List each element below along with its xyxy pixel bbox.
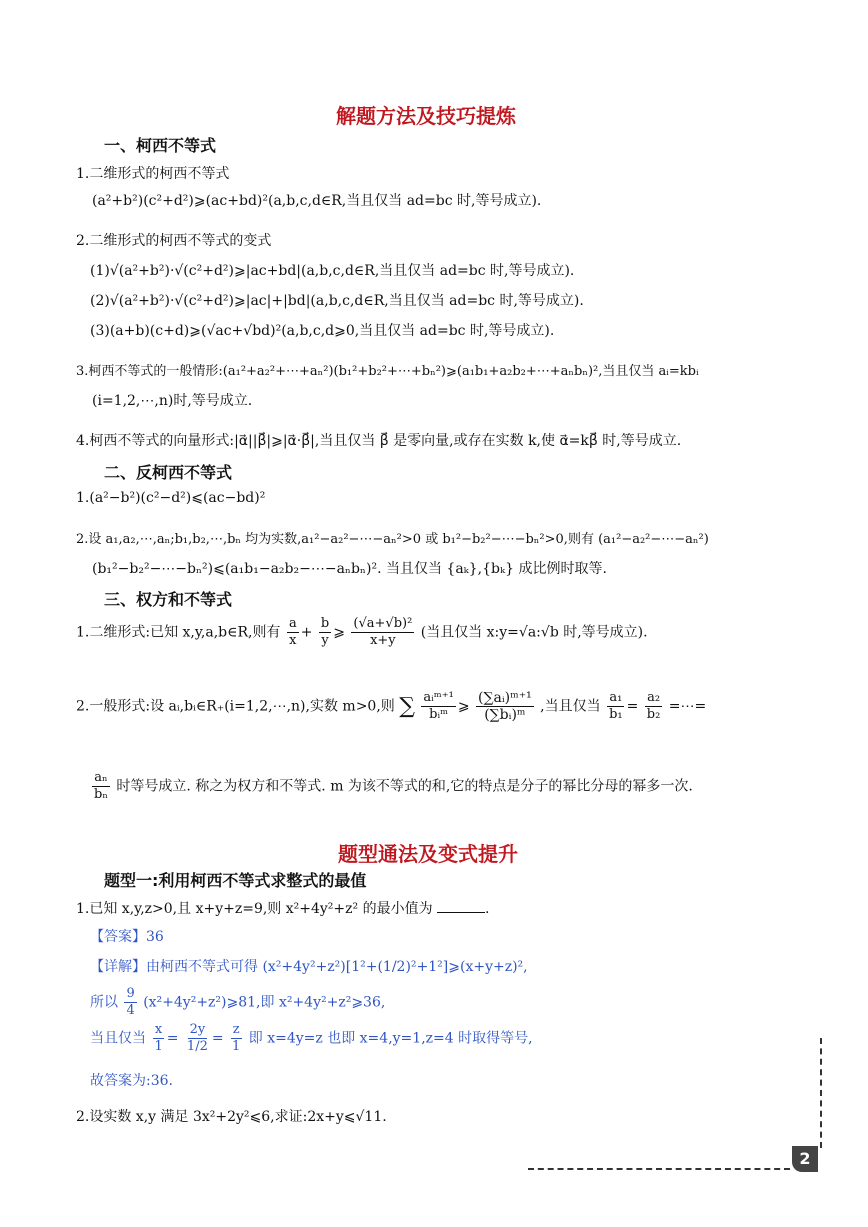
problem-type-1-heading: 题型一:利用柯西不等式求整式的最值 (104, 871, 367, 890)
detail-line-2-text: (x²+4y²+z²)⩾81,即 x²+4y²+z²⩾36, (143, 994, 386, 1011)
heading-cauchy: 一、柯西不等式 (104, 136, 217, 155)
detail-line-3-text: 即 x=4y=z 也即 x=4,y=1,z=4 时取得等号, (248, 1030, 533, 1047)
answer-line: 【答案】36 (90, 929, 164, 945)
item-1-formula: (a²+b²)(c²+d²)⩾(ac+bd)²(a,b,c,d∈R,当且仅当 ad=bc 时,等号成立). (92, 193, 542, 209)
fraction-2y-over-half: $\frac{2y}{1/2}$ (186, 1022, 208, 1054)
power-item-2-condition: ,当且仅当 (540, 698, 601, 715)
detail-line-1: 【详解】由柯西不等式可得 (x²+4y²+z²)[1²+(1/2)²+1²]⩾(x+y+z)², (90, 959, 528, 975)
power-item-2-cont (90, 770, 693, 803)
fraction-a1-b1: $\frac{\text{a₁}}{\text{b₁}}$ (609, 690, 623, 722)
item-2-variant-3: (3)(a+b)(c+d)⩾(√ac+√bd)²(a,b,c,d⩾0,当且仅当 ad=bc 时,等号成立). (90, 323, 555, 339)
power-item-2: 2.一般形式:设 aᵢ,bᵢ∈R₊(i=1,2,⋯,n),实数 m>0,则 ∑ $\frac{\text{aᵢᵐ⁺¹}}{\text{bᵢᵐ}}$ ⩾ $\frac{\text{(∑aᵢ)ᵐ⁺¹}}{\text{(∑bᵢ)ᵐ}}$ ,当且仅当 $\frac{\text{a₁}}{\text{b₁}}$ = $\frac{\text{a₂}}{\text{b₂}}$ =⋯= (76, 690, 707, 723)
fraction-b-over-y: $\frac{b}{y}$ (320, 616, 330, 648)
detail-line-2-prefix: 所以 (90, 994, 118, 1011)
fraction-a2-b2: $\frac{\text{a₂}}{\text{b₂}}$ (646, 690, 661, 722)
section-title-problems: 题型通法及变式提升 (338, 842, 518, 866)
summation-symbol: ∑ (399, 694, 415, 719)
decorative-dashed-horizontal (528, 1168, 790, 1170)
reverse-item-1: 1.(a²−b²)(c²−d²)⩽(ac−bd)² (76, 490, 266, 506)
reverse-item-2: 2.设 a₁,a₂,⋯,aₙ;b₁,b₂,⋯,bₙ 均为实数,a₁²−a₂²−⋯−aₙ²>0 或 b₁²−b₂²−⋯−bₙ²>0,则有 (a₁²−a₂²−⋯−aₙ²) (76, 532, 709, 547)
example-1: 1.已知 x,y,z>0,且 x+y+z=9,则 x²+4y²+z² 的最小值为 . (76, 898, 490, 918)
item-3-general-cont: (i=1,2,⋯,n)时,等号成立. (92, 393, 253, 409)
answer-blank (437, 898, 485, 913)
detail-line-3: 当且仅当 $\frac{x}{1}$ = $\frac{2y}{1/2}$ = $\frac{z}{1}$ 即 x=4y=z 也即 x=4,y=1,z=4 时取得等号, (90, 1022, 533, 1054)
page-number-badge: 2 (792, 1146, 818, 1172)
power-item-2-text: 2.一般形式:设 aᵢ,bᵢ∈R₊(i=1,2,⋯,n),实数 m>0,则 (76, 698, 395, 715)
detail-line-2 (90, 986, 385, 1019)
item-3-general: 3.柯西不等式的一般情形:(a₁²+a₂²+⋯+aₙ²)(b₁²+b₂²+⋯+bₙ²)⩾(a₁b₁+a₂b₂+⋯+aₙbₙ)²,当且仅当 aᵢ=kbᵢ (76, 364, 699, 379)
fraction-general-term: $\frac{\text{aᵢᵐ⁺¹}}{\text{bᵢᵐ}}$ (423, 690, 454, 722)
fraction-general-bound: $\frac{\text{(∑aᵢ)ᵐ⁺¹}}{\text{(∑bᵢ)ᵐ}}$ (478, 690, 532, 723)
heading-reverse-cauchy: 二、反柯西不等式 (104, 463, 233, 482)
detail-line-4: 故答案为:36. (90, 1073, 173, 1089)
example-1-text: 1.已知 x,y,z>0,且 x+y+z=9,则 x²+4y²+z² 的最小值为 (76, 901, 433, 917)
item-4-vector: 4.柯西不等式的向量形式:|α⃗||β⃗|⩾|α⃗·β⃗|,当且仅当 β⃗ 是零向量,或存在实数 k,使 α⃗=kβ⃗ 时,等号成立. (76, 433, 682, 449)
fraction-z-over-1: $\frac{z}{1}$ (232, 1022, 241, 1054)
power-item-2-note: 时等号成立. 称之为权方和不等式. m 为该不等式的和,它的特点是分子的幂比分母的幂多一次. (116, 778, 693, 795)
reverse-item-2-cont: (b₁²−b₂²−⋯−bₙ²)⩽(a₁b₁−a₂b₂−⋯−aₙbₙ)². 当且仅当 {aₖ},{bₖ} 成比例时取等. (92, 561, 607, 577)
item-2-label: 2.二维形式的柯西不等式的变式 (76, 233, 272, 249)
fraction-root-sum: $\frac{\text{(√a+√b)²}}{x+y}$ (353, 616, 413, 648)
fraction-a-over-x: $\frac{a}{x}$ (288, 616, 297, 648)
item-1-label: 1.二维形式的柯西不等式 (76, 166, 230, 182)
detail-line-3-prefix: 当且仅当 (90, 1030, 146, 1047)
equal-chain: =⋯= (668, 698, 707, 715)
fraction-an-bn: $\frac{\text{aₙ}}{\text{bₙ}}$ (94, 770, 108, 802)
decorative-dashed-vertical (820, 1038, 822, 1148)
power-item-1: 1.二维形式:已知 x,y,a,b∈R,则有 $\frac{a}{x}$ + $\frac{b}{y}$ ⩾ $\frac{\text{(√a+√b)²}}{x+y}$ (当且仅当 x:y=√a:√b 时,等号成立). (76, 616, 648, 648)
heading-weighted-power: 三、权方和不等式 (104, 590, 233, 609)
power-item-1-text: 1.二维形式:已知 x,y,a,b∈R,则有 (76, 624, 281, 641)
item-2-variant-2: (2)√(a²+b²)·√(c²+d²)⩾|ac|+|bd|(a,b,c,d∈R,当且仅当 ad=bc 时,等号成立). (90, 293, 584, 309)
fraction-nine-quarters: $\frac{9}{4}$ (126, 986, 135, 1018)
power-item-1-condition: (当且仅当 x:y=√a:√b 时,等号成立). (420, 624, 648, 641)
example-2: 2.设实数 x,y 满足 3x²+2y²⩽6,求证:2x+y⩽√11. (76, 1109, 387, 1125)
section-title-methods: 解题方法及技巧提炼 (336, 104, 516, 128)
item-2-variant-1: (1)√(a²+b²)·√(c²+d²)⩾|ac+bd|(a,b,c,d∈R,当且仅当 ad=bc 时,等号成立). (90, 263, 575, 279)
fraction-x-over-1: $\frac{x}{1}$ (154, 1022, 163, 1054)
